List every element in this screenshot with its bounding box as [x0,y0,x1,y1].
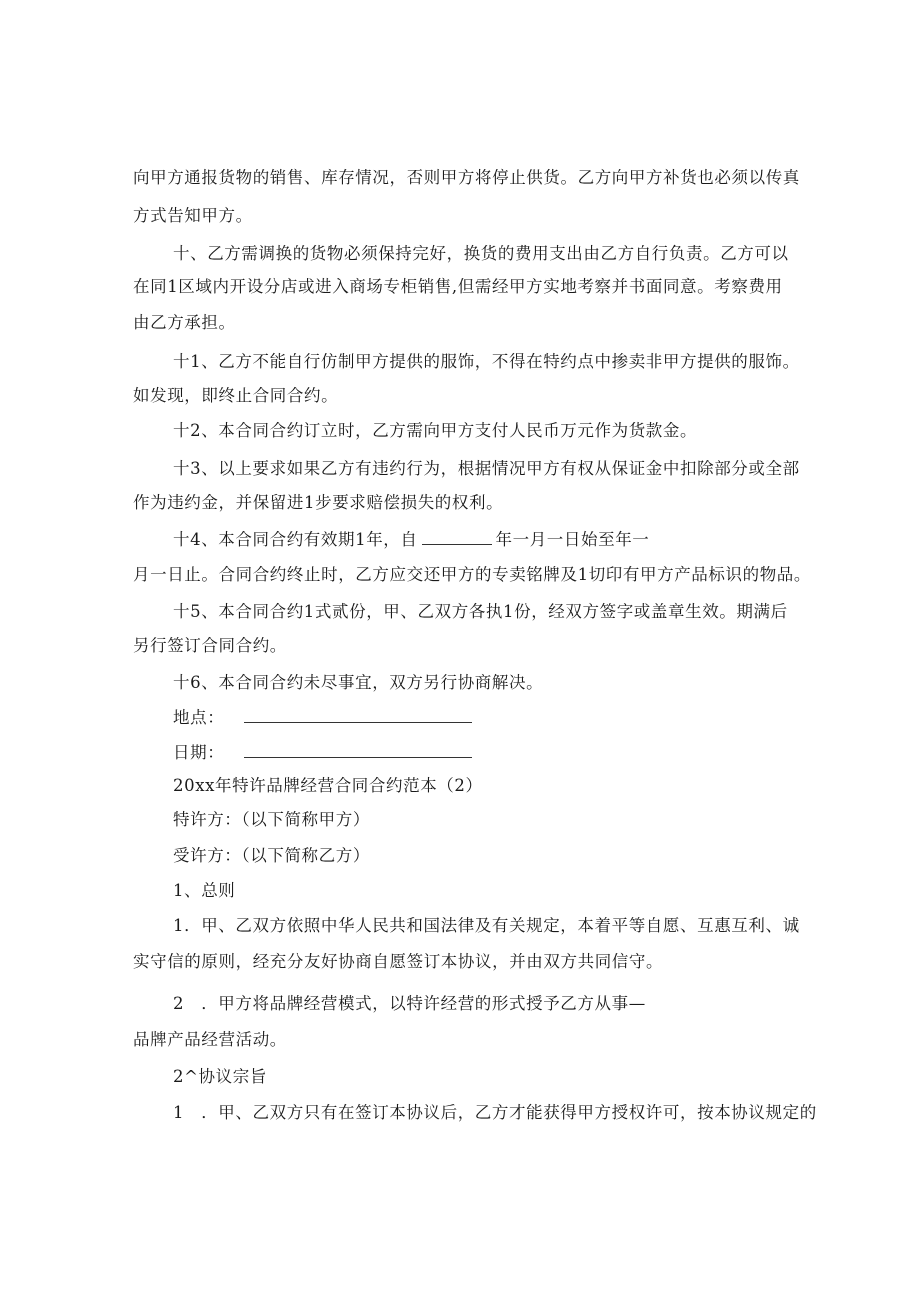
location-field [173,706,472,729]
paragraph-text: 十4、本合同合约有效期1年，自 [173,530,418,549]
paragraph-line: 十、乙方需调换的货物必须保持完好，换货的费用支出由乙方自行负责。乙方可以 [173,244,789,263]
date-field [173,741,472,764]
paragraph-line: 作为违约金，并保留进1步要求赔偿损失的权利。 [133,493,504,512]
paragraph-line: 十1、乙方不能自行仿制甲方提供的服饰，不得在特约点中掺卖非甲方提供的服饰。 [173,352,800,371]
paragraph-line: 月一日止。合同合约终止时，乙方应交还甲方的专卖铭牌及1切印有甲方产品标识的物品。 [133,565,811,584]
chapter-heading: 1、总则 [173,881,236,900]
paragraph-line: 品牌产品经营活动。 [133,1030,287,1049]
paragraph-line: 在同1区域内开设分店或进入商场专柜销售,但需经甲方实地考察并书面同意。考察费用 [133,277,783,296]
section-title: 20xx年特许品牌经营合同合约范本（2） [173,776,483,795]
franchisee-line: 受许方：（以下简称乙方） [173,846,370,865]
paragraph-line-with-blank [173,529,649,551]
chapter-heading: 2^协议宗旨 [173,1067,267,1086]
paragraph-line: 十6、本合同合约未尽事宜，双方另行协商解决。 [173,673,544,692]
paragraph-line: 由乙方承担。 [133,313,236,332]
paragraph-line: 实守信的原则，经充分友好协商自愿签订本协议，并由双方共同信守。 [133,952,664,971]
location-label: 地点： [173,708,225,727]
paragraph-line: 2 ．甲方将品牌经营模式，以特许经营的形式授予乙方从事— [173,994,646,1013]
paragraph-line: 另行签订合同合约。 [133,636,287,655]
franchisor-line: 特许方：（以下简称甲方） [173,810,370,829]
paragraph-line: 十2、本合同合约订立时，乙方需向甲方支付人民币万元作为货款金。 [173,421,698,440]
paragraph-line: 1．甲、乙双方依照中华人民共和国法律及有关规定，本着平等自愿、互惠互利、诚 [173,916,800,935]
date-blank-line [244,741,472,758]
date-label: 日期： [173,743,225,762]
paragraph-line: 方式告知甲方。 [133,206,253,225]
paragraph-line: 十3、以上要求如果乙方有违约行为，根据情况甲方有权从保证金中扣除部分或全部 [173,459,800,478]
paragraph-line: 十5、本合同合约1式贰份，甲、乙双方各执1份，经双方签字或盖章生效。期满后 [173,602,788,621]
paragraph-line: 向甲方通报货物的销售、库存情况，否则甲方将停止供货。乙方向甲方补货也必须以传真 [133,168,800,187]
paragraph-text: 年一月一日始至年一 [495,530,650,549]
location-blank [244,706,472,723]
date-blank [422,530,492,545]
paragraph-line: 如发现，即终止合同合约。 [133,386,339,405]
paragraph-line: 1 ．甲、乙双方只有在签订本协议后，乙方才能获得甲方授权许可，按本协议规定的 [173,1103,817,1122]
